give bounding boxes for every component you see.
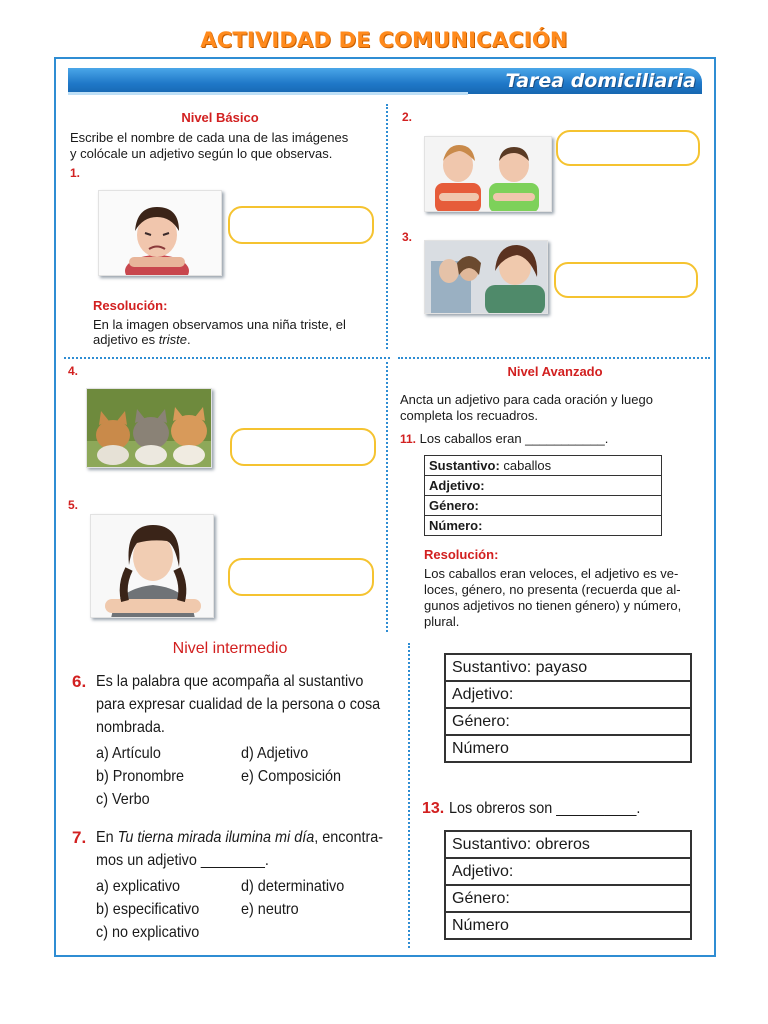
- table-11-row: [425, 516, 662, 536]
- table-11-label: Adjetivo:: [429, 478, 485, 493]
- q6-option-d[interactable]: d) Adjetivo: [241, 745, 309, 762]
- row-divider-left: [64, 357, 390, 359]
- photo-gossiping-women: [424, 240, 548, 314]
- q6-option-b[interactable]: b) Pronombre: [96, 768, 185, 785]
- q7-option-e[interactable]: e) neutro: [241, 901, 299, 918]
- resolucion-label-avanzado: Resolución:: [424, 547, 499, 562]
- page-title: ACTIVIDAD DE COMUNICACIÓN: [200, 28, 568, 52]
- table-12-row: [445, 708, 691, 735]
- table-13-row: [445, 831, 691, 858]
- table-12-cell[interactable]: Sustantivo: payaso: [445, 654, 691, 681]
- table-13-row: [445, 858, 691, 885]
- q7-line-1a: En: [96, 829, 118, 846]
- item-number-1: 1.: [70, 166, 81, 180]
- table-11-label: Sustantivo:: [429, 458, 500, 473]
- question-6-line-2: para expresar cualidad de la persona o cosa: [96, 696, 381, 713]
- banner-line: [68, 92, 468, 95]
- resolucion-basico-line-2c: .: [186, 332, 191, 347]
- column-divider-bottom: [408, 643, 410, 948]
- table-13-cell[interactable]: Género:: [445, 885, 691, 912]
- basico-instruction-line-1: Escribe el nombre de cada una de las imágenes: [70, 130, 349, 145]
- answer-box-4[interactable]: [230, 428, 376, 466]
- banner-title: Tarea domiciliaria: [505, 70, 696, 92]
- table-11-cell[interactable]: [425, 456, 662, 476]
- resolucion-basico-line-2: [93, 332, 191, 348]
- resolucion-basico-adjective: triste: [158, 332, 187, 347]
- table-13-row: [445, 885, 691, 912]
- question-7-line-2: mos un adjetivo ________.: [96, 852, 269, 869]
- question-6-number: 6.: [72, 672, 87, 691]
- photo-upset-children: [424, 136, 552, 212]
- answer-box-3[interactable]: [554, 262, 698, 298]
- table-11-label: Número:: [429, 518, 483, 533]
- resolucion-avanzado-line-4: plural.: [424, 614, 460, 629]
- resolucion-label-basico: Resolución:: [93, 298, 168, 313]
- answer-box-1[interactable]: [228, 206, 374, 244]
- table-question-13: [444, 830, 692, 940]
- photo-kittens: [86, 388, 212, 468]
- resolucion-avanzado-line-2: loces, género, no presenta (recuerda que al-: [424, 582, 681, 597]
- column-divider-middle: [386, 362, 388, 632]
- q7-option-b[interactable]: b) especificativo: [96, 901, 200, 918]
- table-13-cell[interactable]: Adjetivo:: [445, 858, 691, 885]
- item-number-4: 4.: [68, 364, 79, 378]
- question-13-text: Los obreros son __________.: [448, 800, 641, 817]
- photo-crying-girl: [98, 190, 222, 276]
- table-12-cell[interactable]: Número: [445, 735, 691, 762]
- q7-line-1-quote: Tu tierna mirada ilumina mi día: [117, 829, 315, 846]
- table-11-row: [425, 476, 662, 496]
- table-11-value: caballos: [499, 458, 552, 473]
- question-11: [400, 431, 608, 447]
- avanzado-instruction-line-2: completa los recuadros.: [400, 408, 539, 423]
- table-11-row: [425, 456, 662, 476]
- question-7-line-1: [96, 826, 383, 849]
- table-11-cell[interactable]: [425, 496, 662, 516]
- table-11-cell[interactable]: [425, 516, 662, 536]
- item-number-2: 2.: [402, 110, 413, 124]
- photo-thoughtful-girl: [90, 514, 214, 618]
- nivel-intermedio-heading: Nivel intermedio: [172, 640, 288, 657]
- table-12-row: [445, 654, 691, 681]
- question-13-number: 13.: [422, 800, 445, 817]
- item-number-3: 3.: [402, 230, 413, 244]
- nivel-avanzado-heading: Nivel Avanzado: [507, 364, 603, 379]
- table-13-cell[interactable]: Número: [445, 912, 691, 939]
- q7-line-1c: , encontra-: [314, 829, 384, 846]
- resolucion-basico-line-1: En la imagen observamos una niña triste, el: [93, 317, 346, 332]
- item-number-5: 5.: [68, 498, 79, 512]
- basico-instruction-line-2: y colócale un adjetivo según lo que observas.: [70, 146, 333, 161]
- row-divider-right: [398, 357, 710, 359]
- question-11-number: 11.: [400, 432, 417, 446]
- question-6-line-3: nombrada.: [96, 719, 165, 736]
- table-question-12: [444, 653, 692, 763]
- q6-option-c[interactable]: c) Verbo: [96, 791, 150, 808]
- nivel-basico-heading: Nivel Básico: [181, 110, 259, 125]
- q6-option-e[interactable]: e) Composición: [241, 768, 342, 785]
- column-divider-top: [386, 104, 388, 349]
- table-11-cell[interactable]: [425, 476, 662, 496]
- q6-option-a[interactable]: a) Artículo: [96, 745, 161, 762]
- table-11-row: [425, 496, 662, 516]
- table-12-cell[interactable]: Adjetivo:: [445, 681, 691, 708]
- q7-option-c[interactable]: c) no explicativo: [96, 924, 200, 941]
- table-13-row: [445, 912, 691, 939]
- question-11-text: Los caballos eran ___________.: [419, 431, 609, 446]
- table-question-11: [424, 455, 662, 536]
- table-13-cell[interactable]: Sustantivo: obreros: [445, 831, 691, 858]
- avanzado-instruction-line-1: Ancta un adjetivo para cada oración y luego: [400, 392, 653, 407]
- q7-option-a[interactable]: a) explicativo: [96, 878, 181, 895]
- question-7-number: 7.: [72, 828, 87, 847]
- question-13: [422, 797, 661, 820]
- table-12-cell[interactable]: Género:: [445, 708, 691, 735]
- answer-box-5[interactable]: [228, 558, 374, 596]
- answer-box-2[interactable]: [556, 130, 700, 166]
- resolucion-avanzado-line-1: Los caballos eran veloces, el adjetivo es ve-: [424, 566, 679, 581]
- q7-option-d[interactable]: d) determinativo: [241, 878, 345, 895]
- question-6-line-1: Es la palabra que acompaña al sustantivo: [96, 673, 364, 690]
- table-11-label: Género:: [429, 498, 479, 513]
- resolucion-avanzado-line-3: gunos adjetivos no tienen género) y número,: [424, 598, 682, 613]
- table-12-row: [445, 735, 691, 762]
- resolucion-basico-line-2a: adjetivo es: [93, 332, 159, 347]
- table-12-row: [445, 681, 691, 708]
